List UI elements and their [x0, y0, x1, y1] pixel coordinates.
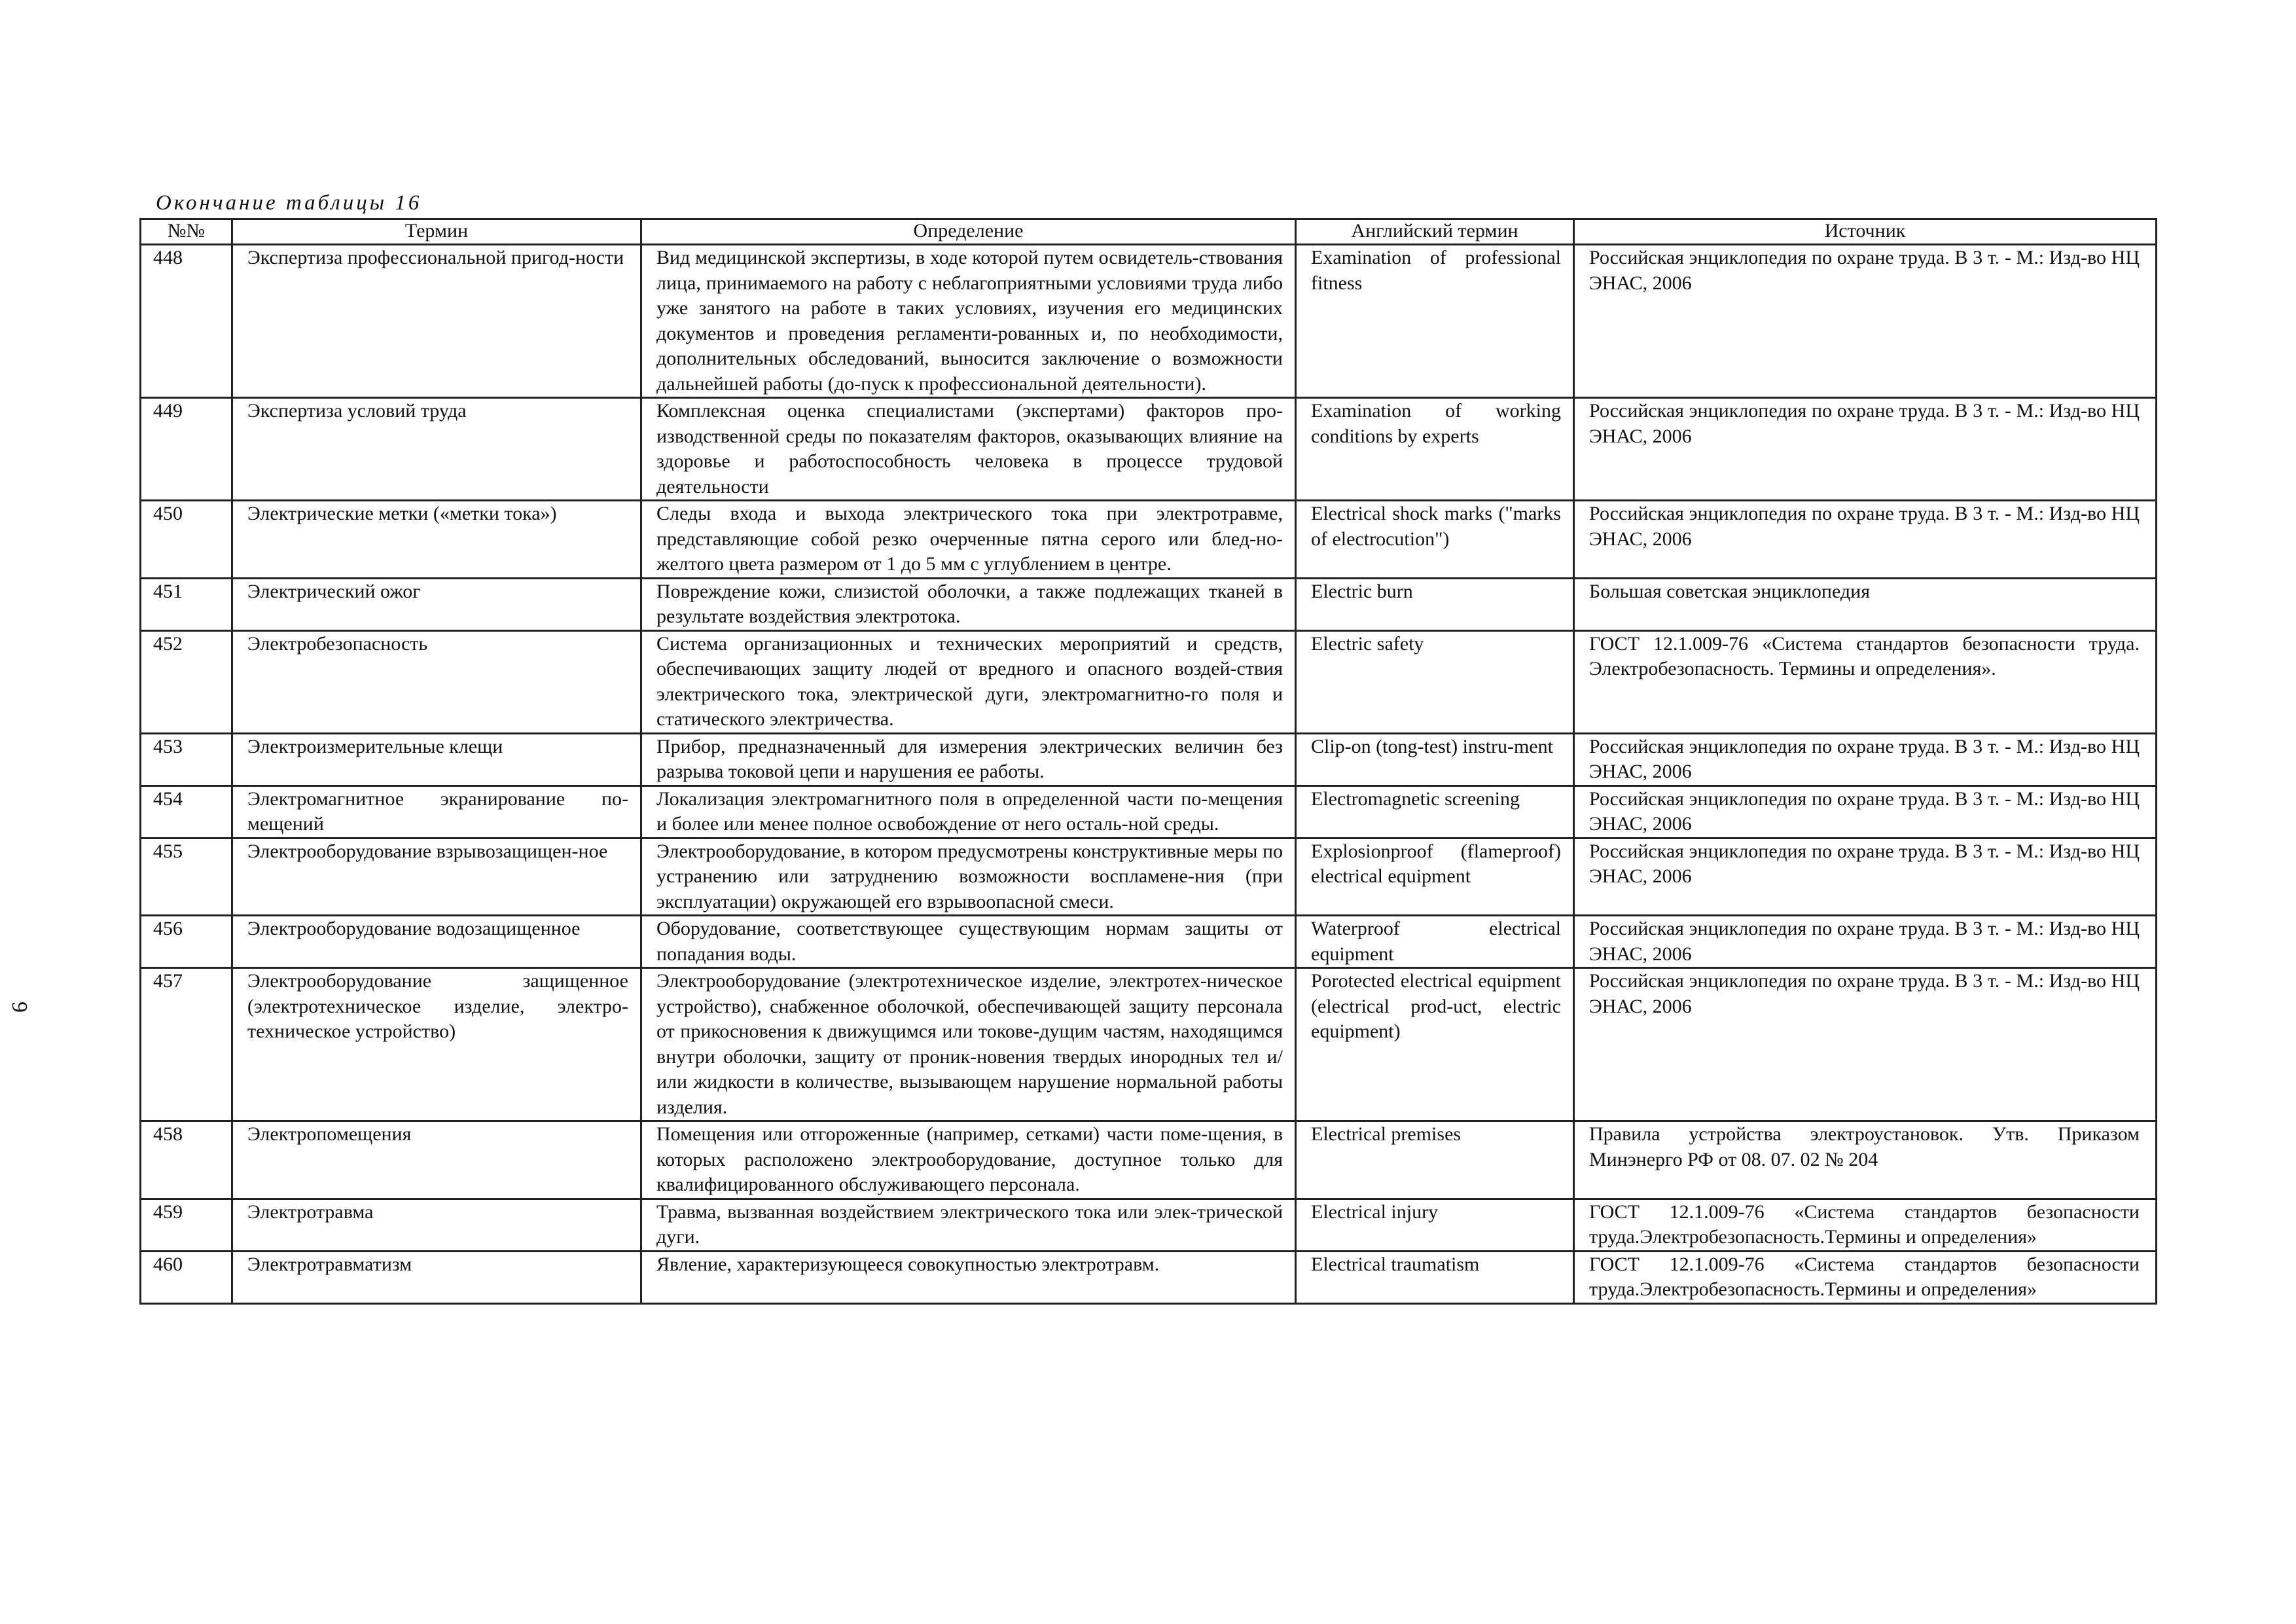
row-definition: Локализация электромагнитного поля в определенной части по-мещения и более или менее полное освобождение от него осталь-ной среды.	[641, 785, 1296, 838]
page-number: 9	[7, 1001, 31, 1013]
row-number: 451	[141, 578, 232, 630]
row-number: 456	[141, 916, 232, 968]
row-term: Электропомещения	[232, 1121, 641, 1199]
row-term: Электрооборудование взрывозащищен-ное	[232, 838, 641, 916]
table-row	[141, 501, 2157, 579]
row-source: ГОСТ 12.1.009-76 «Система стандартов безопасности труда.Электробезопасность.Термины и определения»	[1574, 1199, 2157, 1251]
row-english-term: Electrical traumatism	[1296, 1251, 1574, 1303]
row-number: 454	[141, 785, 232, 838]
table-row	[141, 630, 2157, 733]
table-row	[141, 1251, 2157, 1303]
row-term: Электротравматизм	[232, 1251, 641, 1303]
row-term: Электротравма	[232, 1199, 641, 1251]
row-number: 458	[141, 1121, 232, 1199]
row-term: Электрические метки («метки тока»)	[232, 501, 641, 579]
row-definition: Прибор, предназначенный для измерения электрических величин без разрыва токовой цепи и нарушения ее работы.	[641, 733, 1296, 785]
row-term: Электромагнитное экранирование по-мещений	[232, 785, 641, 838]
row-number: 449	[141, 398, 232, 501]
row-number: 448	[141, 245, 232, 398]
row-number: 459	[141, 1199, 232, 1251]
row-english-term: Electric burn	[1296, 578, 1574, 630]
header-source: Источник	[1574, 219, 2157, 245]
row-number: 453	[141, 733, 232, 785]
row-definition: Электрооборудование (электротехническое изделие, электротех-ническое устройство), снабженное оболочкой, обеспечивающей защиту персонала от прикосновения к движущимся или токове-дущим частям, находящимся внутри оболочки, защиту от проник-новения твердых инородных тел и/или жидкости в количестве, вызывающем нарушение нормальной работы изделия.	[641, 968, 1296, 1121]
table-row	[141, 968, 2157, 1121]
row-number: 460	[141, 1251, 232, 1303]
row-english-term: Electrical premises	[1296, 1121, 1574, 1199]
row-number: 450	[141, 501, 232, 579]
row-number: 457	[141, 968, 232, 1121]
glossary-table	[139, 218, 2157, 1305]
row-english-term: Electromagnetic screening	[1296, 785, 1574, 838]
row-term: Электрооборудование защищенное (электротехническое изделие, электро-техническое устройство)	[232, 968, 641, 1121]
row-english-term: Electric safety	[1296, 630, 1574, 733]
row-definition: Явление, характеризующееся совокупностью электротравм.	[641, 1251, 1296, 1303]
table-row	[141, 245, 2157, 398]
row-definition: Комплексная оценка специалистами (экспертами) факторов про-изводственной среды по показателям факторов, оказывающих влияние на здоровье и работоспособность человека в процессе трудовой деятельности	[641, 398, 1296, 501]
header-number: №№	[141, 219, 232, 245]
row-source: Российская энциклопедия по охране труда. В 3 т. - М.: Изд-во НЦ ЭНАС, 2006	[1574, 968, 2157, 1121]
row-source: Большая советская энциклопедия	[1574, 578, 2157, 630]
row-definition: Вид медицинской экспертизы, в ходе которой путем освидетель-ствования лица, принимаемого на работу с неблагоприятными условиями труда либо уже занятого на работе в таких условиях, изучения его медицинских документов и проведения регламенти-рованных и, по необходимости, дополнительных обследований, выносится заключение о возможности дальнейшей работы (до-пуск к профессиональной деятельности).	[641, 245, 1296, 398]
table-row	[141, 398, 2157, 501]
header-english-term: Английский термин	[1296, 219, 1574, 245]
table-row	[141, 1199, 2157, 1251]
row-term: Электроизмерительные клещи	[232, 733, 641, 785]
table-row	[141, 733, 2157, 785]
table-header	[141, 219, 2157, 245]
row-term: Электрооборудование водозащищенное	[232, 916, 641, 968]
row-source: ГОСТ 12.1.009-76 «Система стандартов безопасности труда.Электробезопасность.Термины и определения»	[1574, 1251, 2157, 1303]
row-source: Российская энциклопедия по охране труда. В 3 т. - М.: Изд-во НЦ ЭНАС, 2006	[1574, 838, 2157, 916]
header-row	[141, 219, 2157, 245]
header-definition: Определение	[641, 219, 1296, 245]
row-term: Экспертиза условий труда	[232, 398, 641, 501]
row-source: Российская энциклопедия по охране труда. В 3 т. - М.: Изд-во НЦ ЭНАС, 2006	[1574, 733, 2157, 785]
row-definition: Следы входа и выхода электрического тока при электротравме, представляющие собой резко очерченные пятна серого или блед-но-желтого цвета размером от 1 до 5 мм с углублением в центре.	[641, 501, 1296, 579]
row-english-term: Electrical shock marks ("marks of electrocution")	[1296, 501, 1574, 579]
row-definition: Травма, вызванная воздействием электрического тока или элек-трической дуги.	[641, 1199, 1296, 1251]
table-body	[141, 245, 2157, 1304]
row-source: ГОСТ 12.1.009-76 «Система стандартов безопасности труда. Электробезопасность. Термины и определения».	[1574, 630, 2157, 733]
table-caption: Окончание таблицы 16	[156, 191, 422, 215]
table-row	[141, 916, 2157, 968]
row-english-term: Clip-on (tong-test) instru-ment	[1296, 733, 1574, 785]
row-english-term: Porotected electrical equipment (electrical prod-uct, electric equipment)	[1296, 968, 1574, 1121]
table-row	[141, 1121, 2157, 1199]
row-term: Электрический ожог	[232, 578, 641, 630]
row-source: Российская энциклопедия по охране труда. В 3 т. - М.: Изд-во НЦ ЭНАС, 2006	[1574, 916, 2157, 968]
table-row	[141, 578, 2157, 630]
row-english-term: Explosionproof (flameproof) electrical equipment	[1296, 838, 1574, 916]
row-definition: Система организационных и технических мероприятий и средств, обеспечивающих защиту людей от вредного и опасного воздей-ствия электрического тока, электрической дуги, электромагнитно-го поля и статического электричества.	[641, 630, 1296, 733]
row-term: Экспертиза профессиональной пригод-ности	[232, 245, 641, 398]
row-english-term: Examination of professional fitness	[1296, 245, 1574, 398]
row-term: Электробезопасность	[232, 630, 641, 733]
row-definition: Помещения или отгороженные (например, сетками) части поме-щения, в которых расположено электрооборудование, доступное только для квалифицированного обслуживающего персонала.	[641, 1121, 1296, 1199]
row-source: Российская энциклопедия по охране труда. В 3 т. - М.: Изд-во НЦ ЭНАС, 2006	[1574, 398, 2157, 501]
row-english-term: Electrical injury	[1296, 1199, 1574, 1251]
row-english-term: Waterproof electrical equipment	[1296, 916, 1574, 968]
row-source: Российская энциклопедия по охране труда. В 3 т. - М.: Изд-во НЦ ЭНАС, 2006	[1574, 785, 2157, 838]
row-english-term: Examination of working conditions by experts	[1296, 398, 1574, 501]
row-source: Правила устройства электроустановок. Утв. Приказом Минэнерго РФ от 08. 07. 02 № 204	[1574, 1121, 2157, 1199]
row-number: 455	[141, 838, 232, 916]
row-definition: Электрооборудование, в котором предусмотрены конструктивные меры по устранению или затруднению возможности воспламене-ния (при эксплуатации) окружающей его взрывоопасной смеси.	[641, 838, 1296, 916]
table-row	[141, 838, 2157, 916]
row-source: Российская энциклопедия по охране труда. В 3 т. - М.: Изд-во НЦ ЭНАС, 2006	[1574, 501, 2157, 579]
row-source: Российская энциклопедия по охране труда. В 3 т. - М.: Изд-во НЦ ЭНАС, 2006	[1574, 245, 2157, 398]
row-definition: Повреждение кожи, слизистой оболочки, а также подлежащих тканей в результате воздействия электротока.	[641, 578, 1296, 630]
row-number: 452	[141, 630, 232, 733]
header-term: Термин	[232, 219, 641, 245]
row-definition: Оборудование, соответствующее существующим нормам защиты от попадания воды.	[641, 916, 1296, 968]
table-row	[141, 785, 2157, 838]
